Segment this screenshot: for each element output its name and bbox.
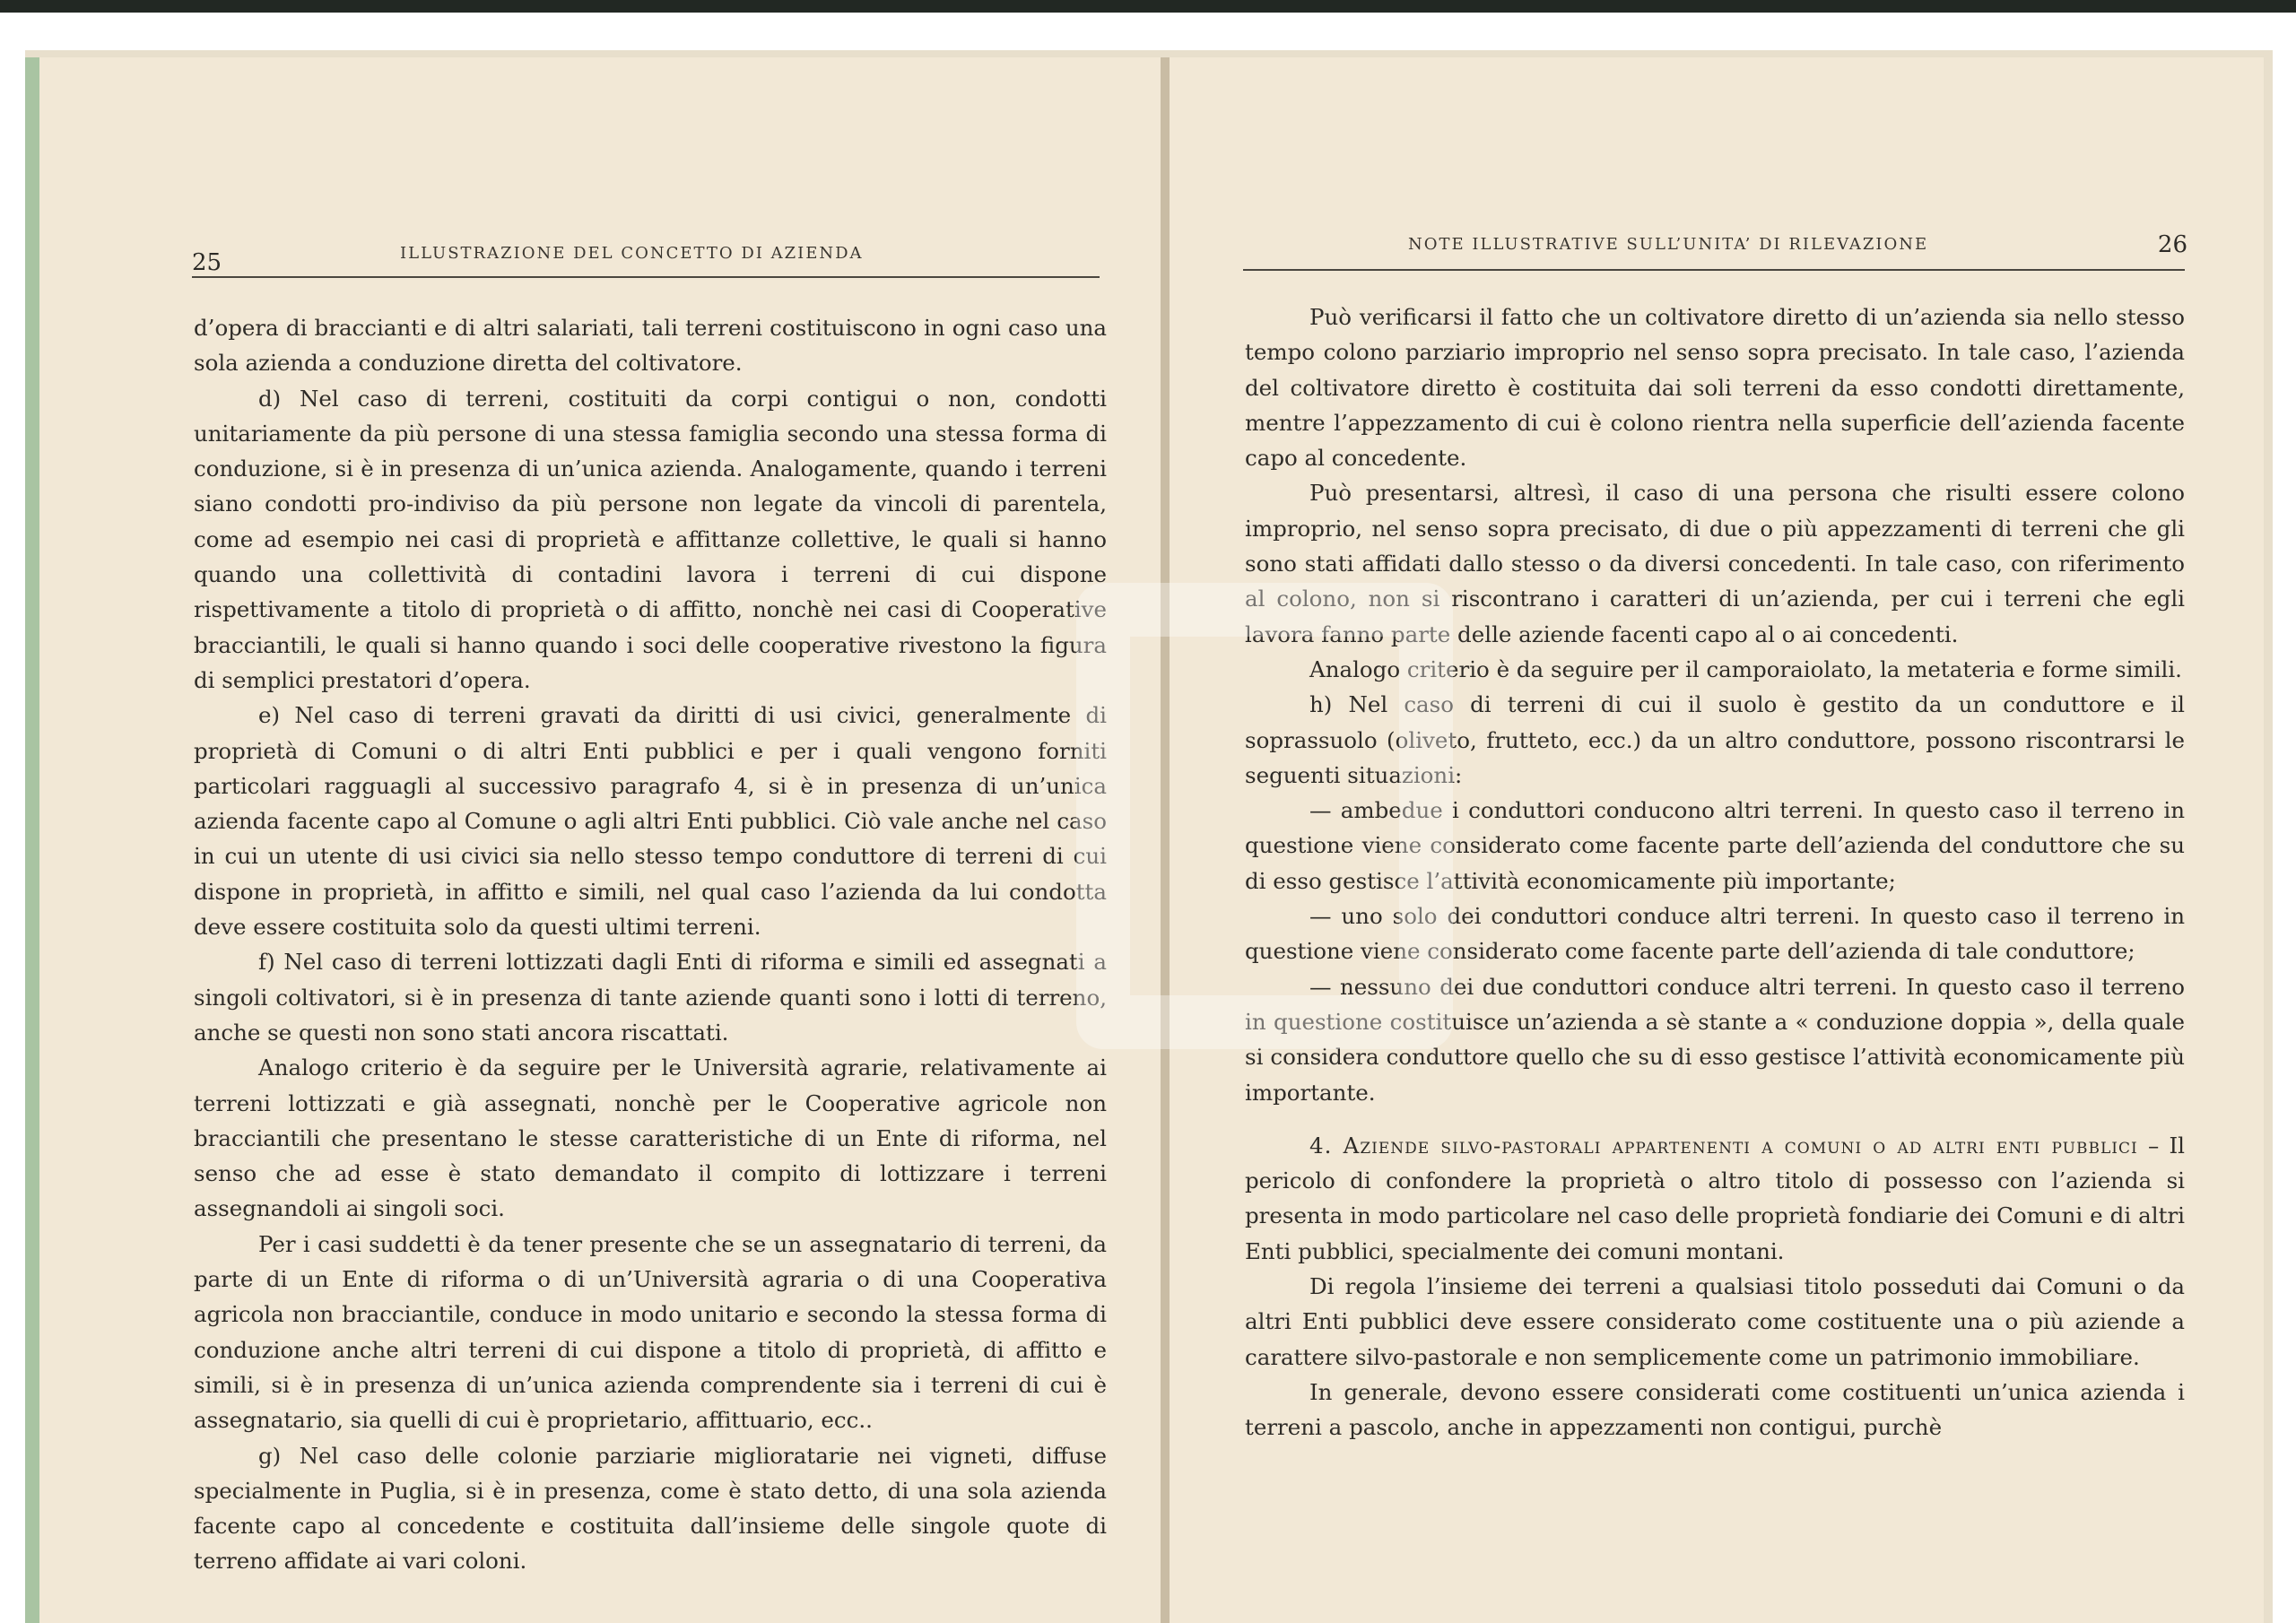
paragraph: h) Nel caso di terreni di cui il suolo è gestito da un conduttore e il soprassuolo (oliveto, frutteto, ecc.) da un altro conduttore, possono riscontrarsi le seguenti situazioni: <box>1245 691 2185 788</box>
running-head: NOTE ILLUSTRATIVE SULL’UNITA’ DI RILEVAZIONE <box>1408 235 1929 254</box>
paragraph: d) Nel caso di terreni, costituiti da corpi contigui o non, condotti unitariamente da più persone di una stessa famiglia secondo una stessa forma di conduzione, si è in presenza di un’unica azienda. Analogamente, quando i terreni siano condotti pro-indiviso da più persone non legate da vincoli di parentela, come ad esempio nei casi di proprietà e affittanze collettive, le quali si hanno quando una collettività di contadini lavora i terreni di cui dispone rispettivamente a titolo di proprietà o di affitto, nonchè nei casi di Cooperative bracciantili, le quali si hanno quando i soci delle cooperative rivestono la figura di semplici prestatori d’opera. <box>194 385 1107 693</box>
section-paragraph <box>1245 1128 2185 1269</box>
body-text <box>1245 299 2185 1445</box>
paragraph: Analogo criterio è da seguire per il camporaiolato, la metateria e forme simili. <box>1309 655 2182 682</box>
paragraph: In generale, devono essere considerati come costituenti un’unica azienda i terreni a pascolo, anche in appezzamenti non contigui, purchè <box>1245 1378 2185 1441</box>
paragraph: d’opera di braccianti e di altri salariati, tali terreni costituiscono in ogni caso una sola azienda a conduzione diretta del coltivatore. <box>194 315 1107 377</box>
paragraph: Può verificarsi il fatto che un coltivatore diretto di un’azienda sia nello stesso tempo colono parziario improprio nel senso sopra precisato. In tale caso, l’azienda del coltivatore diretto è costituita dai soli terreni da esso condotti direttamente, mentre l’appezzamento di cui è colono rientra nella superficie dell’azienda facente capo al concedente. <box>1245 304 2185 472</box>
paragraph: — nessuno dei due conduttori conduce altri terreni. In questo caso il terreno in questione costituisce un’azienda a sè stante a « conduzione doppia », della quale si considera conduttore quello che su di esso gestisce l’attività economicamente più importante. <box>1245 973 2185 1106</box>
paragraph: g) Nel caso delle colonie parziarie miglioratarie nei vigneti, diffuse specialmente in Puglia, si è in presenza, come è stato detto, di una sola azienda facente capo al concedente e costituita dall’insieme delle singole quote di terreno affidate ai vari coloni. <box>194 1442 1107 1575</box>
body-text <box>194 310 1107 1579</box>
paragraph: f) Nel caso di terreni lottizzati dagli Enti di riforma e simili ed assegnati a singoli coltivatori, si è in presenza di tante aziende quanti sono i lotti di terreno, anche se questi non sono stati ancora riscattati. <box>194 949 1107 1046</box>
cover-edge <box>25 57 39 1623</box>
page-number: 25 <box>192 249 222 276</box>
paragraph: Può presentarsi, altresì, il caso di una persona che risulti essere colono improprio, nel senso sopra precisato, di due o più appezzamenti di terreni che gli sono stati affidati dallo stesso o da diversi concedenti. In tale caso, con riferimento al colono, non si riscontrano i caratteri di un’azienda, per cui i terreni che egli lavora fanno parte delle aziende facenti capo al o ai concedenti. <box>1245 480 2185 647</box>
page-number: 26 <box>2157 231 2187 258</box>
header-rule <box>1243 269 2185 271</box>
section-heading: 4. Aziende silvo-pastorali appartenenti a comuni o ad altri enti pubblici <box>1309 1132 2138 1159</box>
paragraph: Di regola l’insieme dei terreni a qualsiasi titolo posseduti dai Comuni o da altri Enti pubblici deve essere considerato come costituente una o più aziende a carattere silvo-pastorale e non semplicemente come un patrimonio immobiliare. <box>1245 1273 2185 1370</box>
section-text: – Il pericolo di confondere la proprietà o altro titolo di possesso con l’azienda si presenta in modo particolare nel caso delle proprietà fondiarie dei Comuni e di altri Enti pubblici, specialmente dei comuni montani. <box>1245 1132 2186 1264</box>
running-head: ILLUSTRAZIONE DEL CONCETTO DI AZIENDA <box>400 244 864 263</box>
scanner-border <box>0 0 2296 13</box>
header-rule <box>192 276 1100 278</box>
paragraph: — uno solo dei conduttori conduce altri terreni. In questo caso il terreno in questione viene considerato come facente parte dell’azienda di tale conduttore; <box>1245 903 2185 965</box>
paragraph: Analogo criterio è da seguire per le Università agrarie, relativamente ai terreni lottizzati e già assegnati, nonchè per le Cooperative agricole non bracciantili che presentano le stesse caratteristiche di un Ente di riforma, nel senso che ad esse è stato demandato il compito di lottizzare i terreni assegnandoli ai singoli soci. <box>194 1055 1107 1222</box>
right-page <box>1170 57 2264 1623</box>
paragraph: — ambedue i conduttori conducono altri terreni. In questo caso il terreno in questione viene considerato come facente parte dell’azienda del conduttore che su di esso gestisce l’attività economicamente più importante; <box>1245 797 2185 894</box>
left-page <box>39 57 1166 1623</box>
paragraph: Per i casi suddetti è da tener presente che se un assegnatario di terreni, da parte di un Ente di riforma o di un’Università agraria o di una Cooperativa agricola non bracciantile, conduce in modo unitario e secondo la stessa forma di conduzione anche altri terreni di cui dispone a titolo di proprietà, di affitto e simili, si è in presenza di un’unica azienda comprendente sia i terreni di cui è assegnatario, sia quelli di cui è proprietario, affittuario, ecc.. <box>194 1230 1107 1434</box>
paragraph: e) Nel caso di terreni gravati da diritti di usi civici, generalmente di proprietà di Comuni o di altri Enti pubblici e per i quali vengono forniti particolari ragguagli al successivo paragrafo 4, si è in presenza di un’unica azienda facente capo al Comune o agli altri Enti pubblici. Ciò vale anche nel caso in cui un utente di usi civici sia nello stesso tempo conduttore di terreni di cui dispone in proprietà, in affitto e simili, nel qual caso l’azienda da lui condotta deve essere costituita solo da questi ultimi terreni. <box>194 702 1107 941</box>
